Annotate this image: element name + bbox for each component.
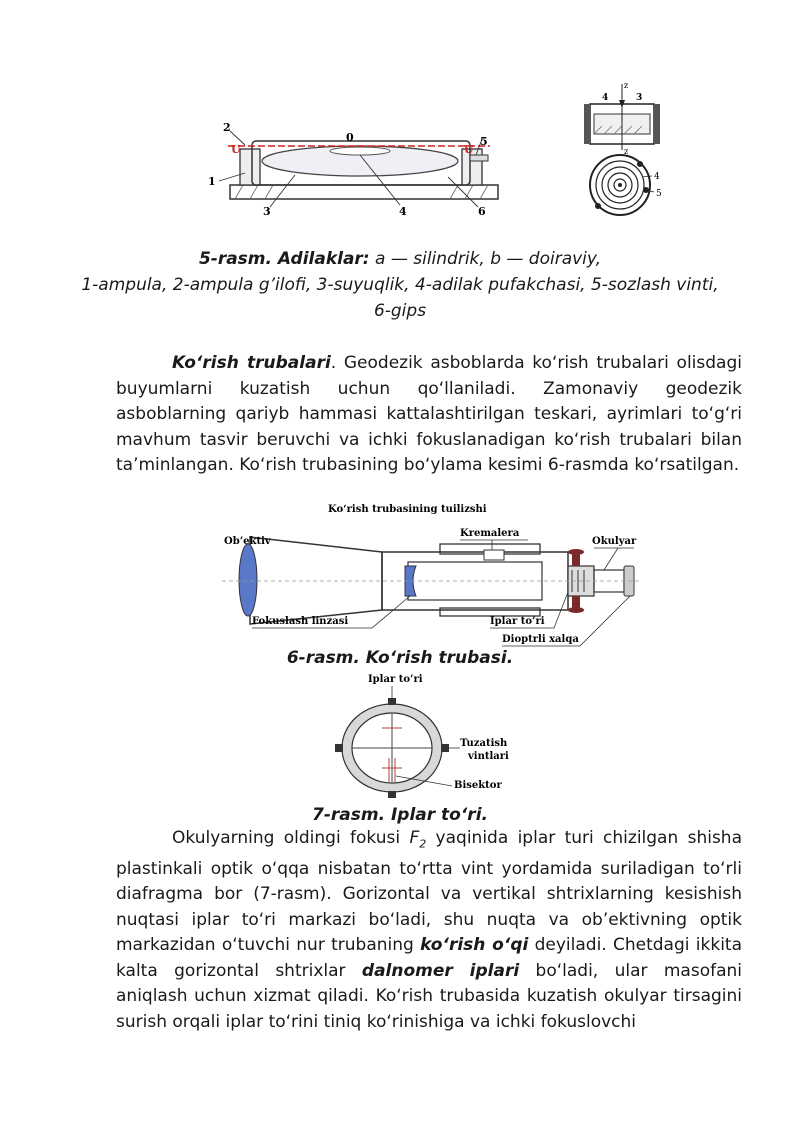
fig6-okulyar-label: Okulyar: [592, 536, 637, 547]
focus-subscript: 2: [419, 837, 427, 851]
fig5a-label: U: [231, 143, 241, 156]
fig5b-label: 5: [656, 189, 662, 199]
fig5a-label: U: [464, 143, 474, 156]
caption-5-line3: 6-gips: [373, 301, 427, 321]
term-korish-trubalari: Ko‘rish trubalari: [172, 353, 331, 373]
paragraph-2-text-2: yaqinida iplar turi chizilgan shisha plastinkali optik o‘qqa nisbatan to‘rtta vint yordamida suriladigan to‘rli diafragma bor (7-rasm). Gorizontal va vertikal shtrixlarning kesishish nuqtasi iplar to‘ri markazi bo‘ladi, shu nuqta va ob’ektivning optik markazidan o‘tuvchi nur trubaning: [116, 828, 742, 956]
paragraph-korish-trubalari: [116, 351, 742, 479]
fig6-obektiv-label: Ob’ektiv: [224, 536, 271, 547]
fig5b-label: z: [624, 81, 629, 90]
caption-5-line2: 1-ampula, 2-ampula g’ilofi, 3-suyuqlik, 4-adilak pufakchasi, 5-sozlash vinti,: [81, 275, 719, 295]
fig6-title: Ko‘rish trubasining tuilizshi: [328, 504, 487, 515]
figure-6-telescope: [222, 500, 652, 648]
figure-7-caption: 7-rasm. Iplar to‘ri.: [312, 805, 488, 825]
fig7-top-label: Iplar to’ri: [368, 674, 423, 685]
figure-6-caption: 6-rasm. Ko‘rish trubasi.: [286, 648, 514, 668]
figure-5b-circular-level: [580, 78, 680, 218]
figure-5a-cylindrical-level: [200, 115, 510, 225]
term-dalnomer-iplari: dalnomer iplari: [361, 960, 520, 981]
fig5b-label: 4: [654, 172, 660, 182]
paragraph-okulyar: [116, 826, 742, 1035]
fig5a-label: 5: [480, 135, 488, 148]
caption-5-title: 5-rasm. Adilaklar:: [198, 249, 370, 269]
fig6-fokuslash-label: Fokuslash linzasi: [252, 616, 349, 627]
fig5b-label: z: [624, 147, 629, 156]
figure-7-reticle: [330, 668, 530, 798]
focus-symbol: F: [409, 828, 420, 848]
paragraph-2-text-4: bo‘ladi, ular masofani aniqlash uchun xizmat qiladi. Ko‘rish trubasida kuzatish okulyar tirsagini surish orqali iplar to‘rini tiniq ko‘rinishiga va ichki fokuslovchi: [116, 960, 742, 1032]
paragraph-2-text-3: deyiladi. Chetdagi ikkita kalta gorizontal shtrixlar: [116, 935, 742, 981]
fig5a-label: 3: [263, 205, 271, 218]
paragraph-1-text: . Geodezik asboblarda ko‘rish trubalari olisdagi buyumlarni kuzatish uchun qo‘llaniladi. Zamonaviy geodezik asboblarning qariyb hammasi kattalashtirilgan teskari, ayrimlari to‘g‘ri mavhum tasvir beruvchi va ichki fokuslanadigan ko‘rish trubalari bilan ta’minlangan. Ko‘rish trubasining bo‘ylama kesimi 6-rasmda ko‘rsatilgan.: [116, 353, 742, 475]
fig6-kremalera-label: Kremalera: [460, 528, 520, 539]
fig6-dioptri-label: Dioptrli xalqa: [502, 634, 579, 645]
term-korish-oqi: ko‘rish o‘qi: [420, 935, 529, 956]
fig5a-label: 0: [346, 131, 354, 144]
fig5b-label: 3: [636, 93, 643, 103]
fig7-tuzatish-label-1: Tuzatish: [460, 738, 508, 749]
caption-5-line1: a — silindrik, b — doiraviy,: [369, 249, 602, 269]
fig7-tuzatish-label-2: vintlari: [468, 751, 509, 762]
paragraph-2-text-1: Okulyarning oldingi fokusi: [172, 828, 410, 848]
fig5a-label: 4: [399, 205, 407, 218]
fig5a-label: 1: [208, 175, 216, 188]
fig5a-label: 2: [223, 121, 231, 134]
fig5b-label: 4: [602, 93, 609, 103]
fig6-iplar-label: Iplar to’ri: [490, 616, 545, 627]
fig7-bisektor-label: Bisektor: [454, 780, 502, 791]
figure-5-caption: [0, 246, 800, 324]
fig5a-label: 6: [478, 205, 486, 218]
